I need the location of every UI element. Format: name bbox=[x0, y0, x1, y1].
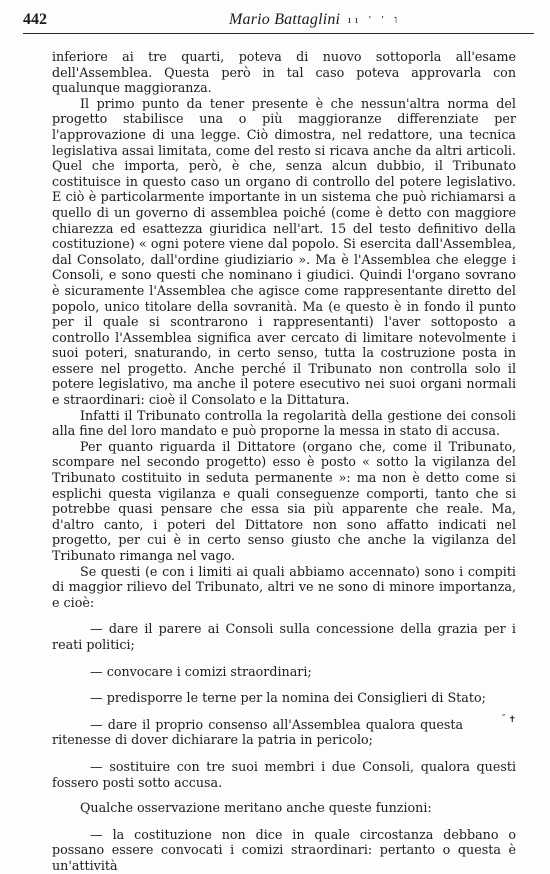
paragraph: Il primo punto da tener presente è che nessun'altra norma del progetto stabilisce una o più maggioranze differenziate per l'approvazione di una legge. Ciò dimostra, nel redattore, una tecnica legislativa assai limitata, come del resto si ricava anche da altri articoli. Quel che importa, però, è che, senza alcun dubbio, il Tribunato costituisce in questo caso un organo di controllo del potere legislativo. E ciò è particolarmente importante in un sistema che può richiamarsi a quello di un governo di assemblea poiché (come è detto con maggiore chiarezza ed esattezza giuridica nell'art. 15 del testo definitivo della costituzione) « ogni potere viene dal popolo. Si esercita dall'Assemblea, dal Consolato, dall'ordine giudiziario ». Ma è l'Assemblea che elegge i Consoli, e sono questi che nominano i giudici. Quindi l'organo sovrano è sicuramente l'Assemblea che agisce come rappresentante diretto del popolo, unico titolare della sovranità. Ma (e questo è in fondo il punto per il quale si scontrarono i rappresentanti) l'aver sottoposto a controllo l'Assemblea significa aver cercato di limitare notevolmente i suoi poteri, snaturando, in certo senso, tutta la costruzione posta in essere nel progetto. Anche perché il Tribunato non controlla solo il potere legislativo, ma anche il potere esecutivo nei suoi organi normali e straordinari: cioè il Consolato e la Dittatura. bbox=[52, 95, 516, 408]
page-header bbox=[23, 8, 534, 34]
margin-mark: ˝ ✝ bbox=[501, 714, 516, 725]
list-item: — predisporre le terne per la nomina dei Consiglieri di Stato; bbox=[90, 690, 486, 706]
list-item bbox=[52, 714, 516, 748]
running-head-marks: ıı ' ' ו bbox=[348, 14, 402, 26]
paragraph: Infatti il Tribunato controlla la regolarità della gestione dei consoli alla fine del loro mandato e può proporne la messa in stato di accusa. bbox=[52, 407, 516, 439]
paragraph: inferiore ai tre quarti, poteva di nuovo sottoporla all'esame dell'Assemblea. Questa però in tal caso poteva approvarla con qualunque maggioranza. bbox=[52, 49, 516, 96]
page-number: 442 bbox=[23, 11, 47, 28]
paragraph: Qualche osservazione meritano anche queste funzioni: bbox=[80, 800, 432, 816]
paragraph: Se questi (e con i limiti ai quali abbiamo accennato) sono i compiti di maggior rilievo del Tribunato, altri ve ne sono di minore importanza, e cioè: bbox=[52, 563, 516, 610]
list-item: — dare il parere ai Consoli sulla concessione della grazia per i reati politici; bbox=[52, 621, 516, 652]
header-rule bbox=[23, 33, 534, 34]
running-head: Mario Battaglini bbox=[229, 11, 341, 28]
paragraph: Per quanto riguarda il Dittatore (organo che, come il Tribunato, scompare nel secondo progetto) esso è posto « sotto la vigilanza del Tribunato costituito in seduta permanente »: ma non è detto come si esplichi questa vigilanza e quali conseguenze comporti, tanto che si potrebbe quasi pensare che essa sia più apparente che reale. Ma, d'altro canto, i poteri del Dittatore non sono affatto indicati nel progetto, per cui è in certo senso giusto che anche la vigilanza del Tribunato rimanga nel vago. bbox=[52, 438, 516, 563]
body-text bbox=[52, 49, 516, 874]
list-item: — convocare i comizi straordinari; bbox=[90, 663, 312, 679]
list-item: — la costituzione non dice in quale circostanza debbano o possano essere convocati i comizi straordinari: pertanto o questa è un'attività bbox=[52, 826, 516, 873]
list-item: — sostituire con tre suoi membri i due Consoli, qualora questi fossero posti sotto accusa. bbox=[52, 758, 516, 790]
list-item-text: — dare il proprio consenso all'Assemblea qualora questa ritenesse di dover dichiarare la patria in pericolo; bbox=[52, 716, 464, 748]
